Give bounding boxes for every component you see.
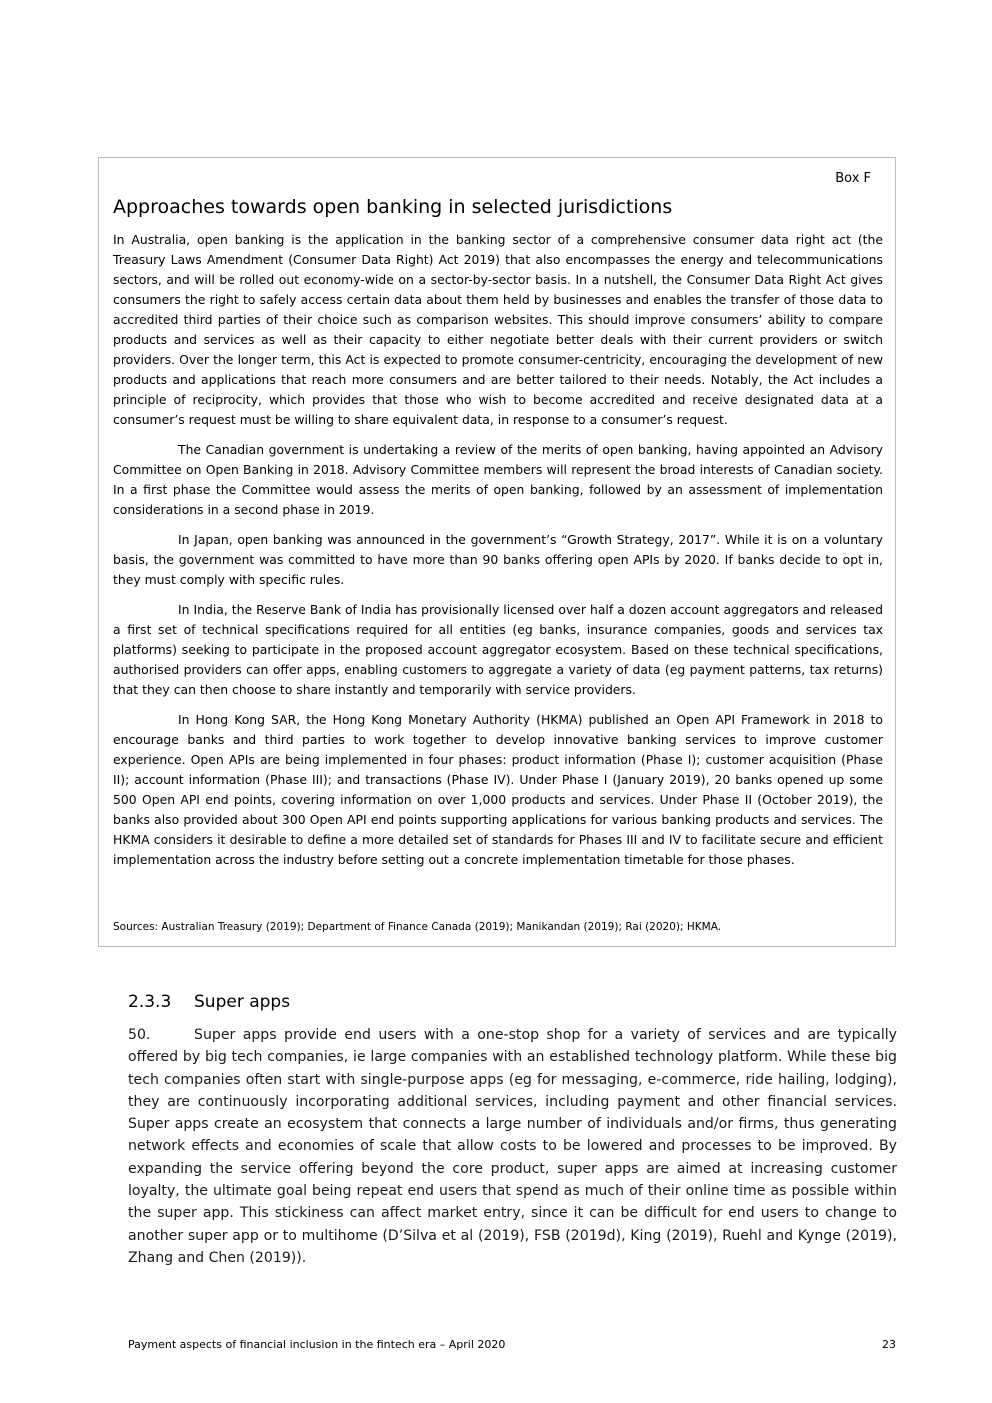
box-paragraph-australia: In Australia, open banking is the application in the banking sector of a comprehensive consumer data right act (the Treasury Laws Amendment (Consumer Data Right) Act 2019) that also encompasses the energy and telecommunications sectors, and will be rolled out economy-wide on a sector-by-sector basis. In a nutshell, the Consumer Data Right Act gives consumers the right to safely access certain data about them held by businesses and enables the transfer of those data to accredited third parties of their choice such as comparison websites. This should improve consumers’ ability to compare products and services as well as their capacity to either negotiate better deals with their current providers or switch providers. Over the longer term, this Act is expected to promote consumer-centricity, encouraging the development of new products and applications that reach more consumers and are better tailored to their needs. Notably, the Act includes a principle of reciprocity, which provides that those who wish to become accredited and receive designated data at a consumer’s request must be willing to share equivalent data, in response to a consumer’s request. — [113, 232, 883, 427]
box-title: Approaches towards open banking in selected jurisdictions — [113, 196, 673, 218]
box-paragraph-hong-kong: In Hong Kong SAR, the Hong Kong Monetary Authority (HKMA) published an Open API Framework in 2018 to encourage banks and third parties to work together to develop innovative banking services to improve customer experience. Open APIs are being implemented in four phases: product information (Phase I); customer acquisition (Phase II); account information (Phase III); and transactions (Phase IV). Under Phase I (January 2019), 20 banks opened up some 500 Open API end points, covering information on over 1,000 products and services. Under Phase II (October 2019), the banks also provided about 300 Open API end points supporting applications for various banking products and services. The HKMA considers it desirable to define a more detailed set of standards for Phases III and IV to facilitate secure and efficient implementation across the industry before setting out a concrete implementation timetable for those phases. — [113, 712, 883, 867]
box-paragraph-canada: The Canadian government is undertaking a review of the merits of open banking, having appointed an Advisory Committee on Open Banking in 2018. Advisory Committee members will represent the broad interests of Canadian society. In a first phase the Committee would assess the merits of open banking, followed by an assessment of implementation considerations in a second phase in 2019. — [113, 442, 883, 517]
paragraph-text: Super apps provide end users with a one-stop shop for a variety of services and are typically offered by big tech companies, ie large companies with an established technology platform. While these big tech companies often start with single-purpose apps (eg for messaging, e-commerce, ride hailing, lodging), they are continuously incorporating additional services, including payment and other financial services. Super apps create an ecosystem that connects a large number of individuals and/or firms, thus generating network effects and economies of scale that allow costs to be lowered and processes to be improved. By expanding the service offering beyond the core product, super apps are aimed at increasing customer loyalty, the ultimate goal being repeat end users that spend as much of their online time as possible within the super app. This stickiness can affect market entry, since it can be difficult for end users to change to another super app or to multihome (D’Silva et al (2019), FSB (2019d), King (2019), Ruehl and Kynge (2019), Zhang and Chen (2019)). — [128, 1027, 897, 1266]
section-number: 2.3.3 — [128, 992, 172, 1012]
footer-title: Payment aspects of financial inclusion in the fintech era – April 2020 — [128, 1338, 506, 1351]
paragraph-number: 50. — [128, 1027, 151, 1043]
box-sources: Sources: Australian Treasury (2019); Department of Finance Canada (2019); Manikandan (2019); Rai (2020); HKMA. — [113, 921, 722, 933]
box-paragraph-japan: In Japan, open banking was announced in the government’s “Growth Strategy, 2017”. While it is on a voluntary basis, the government was committed to have more than 90 banks offering open APIs by 2020. If banks decide to opt in, they must comply with specific rules. — [113, 532, 883, 587]
section-title: Super apps — [194, 992, 291, 1012]
page-number: 23 — [882, 1338, 896, 1351]
box-label: Box F — [835, 171, 871, 186]
box-f — [98, 157, 896, 947]
box-body — [113, 230, 883, 880]
body-paragraph — [128, 1024, 897, 1269]
box-paragraph-india: In India, the Reserve Bank of India has provisionally licensed over half a dozen account aggregators and released a first set of technical specifications required for all entities (eg banks, insurance companies, goods and services tax platforms) seeking to participate in the proposed account aggregator ecosystem. Based on these technical specifications, authorised providers can offer apps, enabling customers to aggregate a variety of data (eg payment patterns, tax returns) that they can then choose to share instantly and temporarily with service providers. — [113, 602, 883, 697]
